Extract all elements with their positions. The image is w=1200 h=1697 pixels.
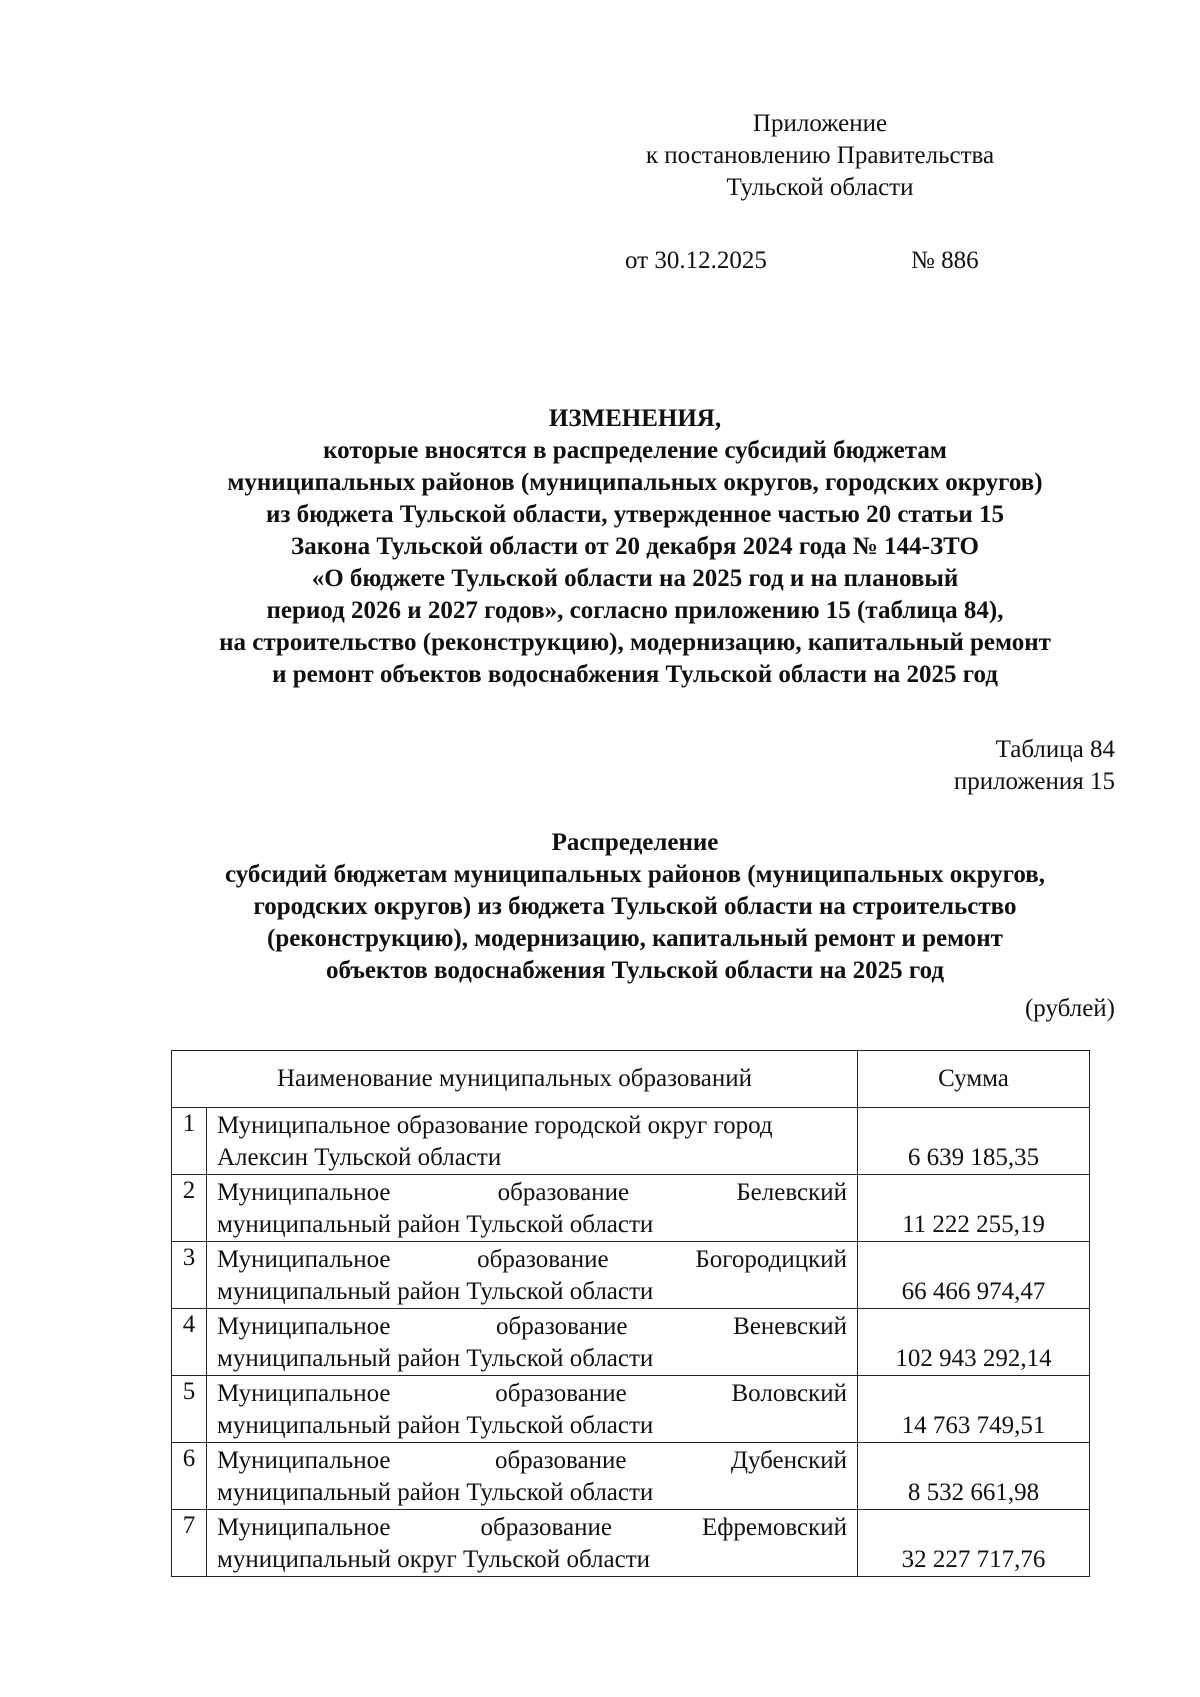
title-line: муниципальных районов (муниципальных округов, городских округов) [227,469,1043,496]
table-header-row [172,1051,1090,1108]
table-row [172,1443,1090,1510]
table-row [172,1175,1090,1242]
row-number: 4 [172,1309,207,1376]
units-label: (рублей) [1024,995,1115,1022]
appendix-region-line: Тульской области [726,174,914,201]
title-line: ИЗМЕНЕНИЯ, [548,405,722,432]
table-row [172,1108,1090,1175]
resolution-number: № 886 [911,247,979,274]
appendix-number: приложения 15 [953,768,1115,795]
subsidy-amount: 11 222 255,19 [858,1175,1090,1242]
subsidy-amount: 66 466 974,47 [858,1242,1090,1309]
distribution-line: городских округов) из бюджета Тульской области на строительство [253,893,1017,920]
distribution-line: Распределение [551,829,719,856]
subsidy-amount: 14 763 749,51 [858,1376,1090,1443]
resolution-date: от 30.12.2025 [625,247,767,274]
title-line: «О бюджете Тульской области на 2025 год и на плановый [311,565,959,592]
table-row [172,1309,1090,1376]
header-sum: Сумма [858,1051,1090,1108]
appendix-label: Приложение [752,110,888,137]
row-number: 3 [172,1242,207,1309]
municipality-name: Муниципальное образование Веневский муниципальный район Тульской области [207,1309,858,1376]
distribution-line: субсидий бюджетам муниципальных районов (муниципальных округов, [224,861,1046,888]
subsidy-distribution-table [171,1050,1090,1577]
municipality-name: Муниципальное образование Белевский муниципальный район Тульской области [207,1175,858,1242]
municipality-name: Муниципальное образование городской округ город Алексин Тульской области [207,1108,858,1175]
title-line: Закона Тульской области от 20 декабря 2024 года № 144-ЗТО [291,533,979,560]
title-line: из бюджета Тульской области, утвержденное частью 20 статьи 15 [265,501,1005,528]
table-reference [954,734,1115,798]
title-line: и ремонт объектов водоснабжения Тульской области на 2025 год [272,661,998,688]
municipality-name: Муниципальное образование Воловский муниципальный район Тульской области [207,1376,858,1443]
table-number: Таблица 84 [995,736,1115,763]
title-line: период 2026 и 2027 годов», согласно приложению 15 (таблица 84), [266,597,1004,624]
appendix-resolution-line: к постановлению Правительства [645,142,995,169]
table-row [172,1510,1090,1577]
row-number: 6 [172,1443,207,1510]
row-number: 5 [172,1376,207,1443]
title-line: на строительство (реконструкцию), модернизацию, капитальный ремонт [219,629,1051,656]
subsidy-amount: 32 227 717,76 [858,1510,1090,1577]
distribution-line: объектов водоснабжения Тульской области на 2025 год [325,957,945,984]
distribution-line: (реконструкцию), модернизацию, капитальный ремонт и ремонт [267,925,1003,952]
table-row [172,1242,1090,1309]
municipality-name: Муниципальное образование Дубенский муниципальный район Тульской области [207,1443,858,1510]
subsidy-amount: 8 532 661,98 [858,1443,1090,1510]
appendix-header [600,108,1040,204]
row-number: 2 [172,1175,207,1242]
table-row [172,1376,1090,1443]
changes-title [140,403,1130,691]
subsidy-amount: 6 639 185,35 [858,1108,1090,1175]
title-line: которые вносятся в распределение субсидий бюджетам [323,437,947,464]
row-number: 7 [172,1510,207,1577]
distribution-title [140,827,1130,987]
header-name: Наименование муниципальных образований [172,1051,858,1108]
municipality-name: Муниципальное образование Богородицкий муниципальный район Тульской области [207,1242,858,1309]
municipality-name: Муниципальное образование Ефремовский муниципальный округ Тульской области [207,1510,858,1577]
row-number: 1 [172,1108,207,1175]
subsidy-amount: 102 943 292,14 [858,1309,1090,1376]
